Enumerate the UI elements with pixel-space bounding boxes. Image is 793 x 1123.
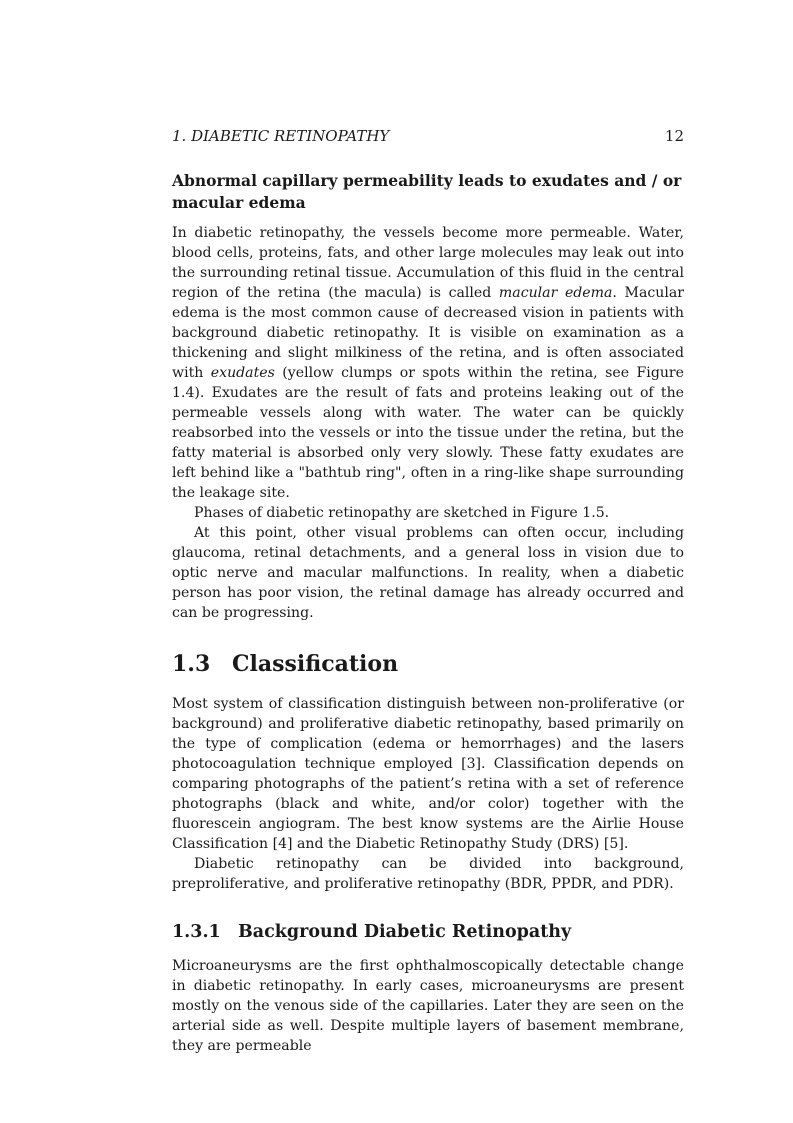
text-run: (yellow clumps or spots within the retina, see Figure 1.4). Exudates are the result of fats and proteins leaking out of the permeable vessels along with water. The water can be quickly reabsorbed into the vessels or into the tissue under the retina, but the fatty material is absorbed only very slowly. These fatty exudates are left behind like a "bathtub ring", often in a ring-like shape surrounding the leakage site. [172, 365, 684, 501]
body-paragraph-classification: Most system of classification distinguish between non-proliferative (or background) and proliferative diabetic retinopathy, based primarily on the type of complication (edema or hemorrhages) and the lasers photocoagulation technique employed [3]. Classification depends on comparing photographs of the patient’s retina with a set of reference photographs (black and white, and/or color) together with the fluorescein angiogram. The best know systems are the Airlie House Classification [4] and the Diabetic Retinopathy Study (DRS) [5]. [172, 696, 684, 852]
section-heading [172, 650, 684, 678]
paragraph-heading: Abnormal capillary permeability leads to exudates and / or macular edema [172, 171, 682, 212]
emphasis-macular-edema: macular edema [498, 285, 613, 301]
chapter-title: 1. DIABETIC RETINOPATHY [172, 127, 390, 145]
subsection-heading [172, 920, 684, 944]
text-run: . Macular edema is the most common cause of decreased vision in patients with background diabetic retinopathy. It is visible on examination as a thickening and slight milkiness of the retina, and is often associated with [172, 285, 684, 381]
body-paragraph-divisions: Diabetic retinopathy can be divided into background, preproliferative, and proliferative retinopathy (BDR, PPDR, and PDR). [172, 856, 684, 892]
body-paragraph-edema [172, 223, 684, 503]
body-paragraph-visual-problems: At this point, other visual problems can often occur, including glaucoma, retinal detachments, and a general loss in vision due to optic nerve and macular malfunctions. In reality, when a diabetic person has poor vision, the retinal damage has already occurred and can be progressing. [172, 525, 684, 621]
running-head [172, 126, 684, 146]
emphasis-exudates: exudates [210, 365, 275, 381]
body-paragraph-phases: Phases of diabetic retinopathy are sketched in Figure 1.5. [194, 505, 610, 521]
section-title: Classification [232, 651, 399, 677]
body-paragraph-microaneurysms: Microaneurysms are the first ophthalmoscopically detectable change in diabetic retinopathy. In early cases, microaneurysms are present mostly on the venous side of the capillaries. Later they are seen on the arterial side as well. Despite multiple layers of basement membrane, they are permeable [172, 958, 684, 1054]
section-number: 1.3 [172, 651, 211, 677]
page-number: 12 [664, 127, 684, 145]
subsection-title: Background Diabetic Retinopathy [238, 922, 572, 942]
subsection-number: 1.3.1 [172, 922, 221, 942]
page-content [172, 126, 684, 1056]
text-run: In diabetic retinopathy, the vessels become more permeable. Water, blood cells, proteins, fats, and other large molecules may leak out into the surrounding retinal tissue. Accumulation of this fluid in the central region of the retina (the macula) is called [172, 225, 684, 301]
